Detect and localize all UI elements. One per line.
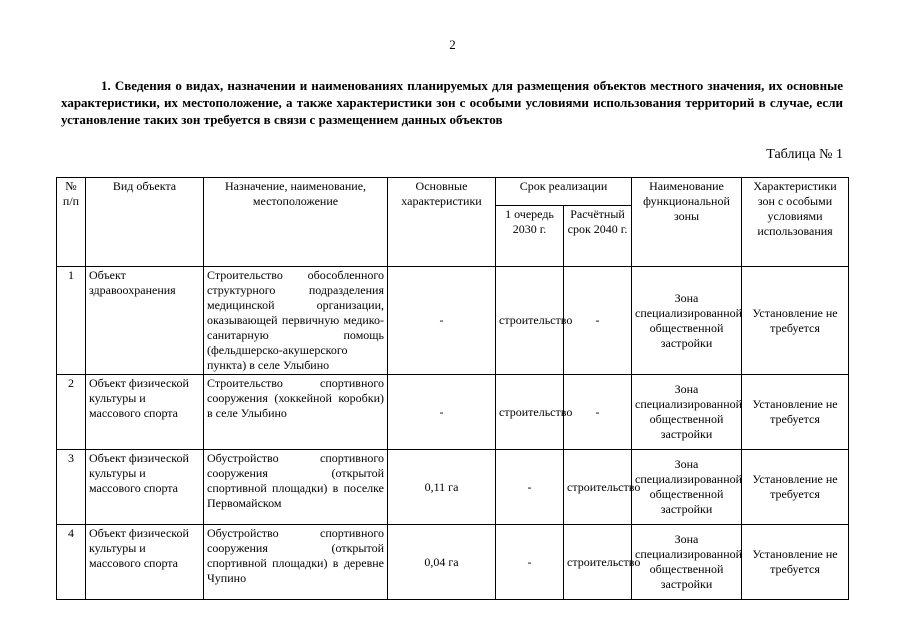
page-number: 2 (449, 37, 456, 52)
table-caption: Таблица № 1 (766, 147, 843, 162)
row-purpose: Строительство обособленного структурного подразделения медицинской организации, оказывающей первичную медико-санитарную помощь (фельдшерско-акушерского пункта) в селе Улыбино (204, 267, 388, 375)
row-purpose: Обустройство спортивного сооружения (открытой спортивной площадки) в поселке Первомайском (204, 450, 388, 525)
header-zone: Наименование функциональной зоны (632, 178, 742, 267)
row-characteristics: - (388, 375, 496, 450)
table-row (57, 267, 849, 375)
row-characteristics: 0,04 га (388, 525, 496, 600)
row-term-first: - (496, 450, 564, 525)
row-num: 3 (57, 450, 86, 525)
objects-table (56, 177, 849, 600)
table-row (57, 525, 849, 600)
row-term-calc: строительство (564, 450, 632, 525)
section-heading: 1. Сведения о видах, назначении и наименованиях планируемых для размещения объектов местного значения, их основные характеристики, их местоположение, а также характеристики зон с особыми условиями использования территорий в случае, если установление таких зон требуется в связи с размещением данных объектов (61, 78, 843, 127)
row-kind: Объект физической культуры и массового спорта (86, 450, 204, 525)
row-purpose: Обустройство спортивного сооружения (открытой спортивной площадки) в деревне Чупино (204, 525, 388, 600)
row-num: 2 (57, 375, 86, 450)
row-num: 1 (57, 267, 86, 375)
row-term-calc: - (564, 267, 632, 375)
header-term-calc: Расчётный срок 2040 г. (564, 206, 632, 267)
table-row (57, 450, 849, 525)
row-zone-special: Установление не требуется (742, 525, 849, 600)
row-characteristics: 0,11 га (388, 450, 496, 525)
table-row (57, 375, 849, 450)
row-kind: Объект физической культуры и массового спорта (86, 375, 204, 450)
row-term-calc: - (564, 375, 632, 450)
row-zone: Зона специализированной общественной застройки (632, 450, 742, 525)
header-term-first: 1 очередь 2030 г. (496, 206, 564, 267)
header-purpose: Назначение, наименование, местоположение (204, 178, 388, 267)
header-zone-special: Характеристики зон с особыми условиями использования (742, 178, 849, 267)
row-characteristics: - (388, 267, 496, 375)
row-zone: Зона специализированной общественной застройки (632, 375, 742, 450)
row-purpose: Строительство спортивного сооружения (хоккейной коробки) в селе Улыбино (204, 375, 388, 450)
row-zone-special: Установление не требуется (742, 267, 849, 375)
row-kind: Объект физической культуры и массового спорта (86, 525, 204, 600)
row-term-first: строительство (496, 267, 564, 375)
row-term-calc: строительство (564, 525, 632, 600)
row-zone-special: Установление не требуется (742, 375, 849, 450)
table-header (57, 178, 849, 267)
header-kind: Вид объекта (86, 178, 204, 267)
header-characteristics: Основные характеристики (388, 178, 496, 267)
header-term: Срок реализации (496, 178, 632, 206)
row-term-first: - (496, 525, 564, 600)
row-zone: Зона специализированной общественной застройки (632, 267, 742, 375)
row-zone: Зона специализированной общественной застройки (632, 525, 742, 600)
row-num: 4 (57, 525, 86, 600)
header-num: № п/п (57, 178, 86, 267)
row-term-first: строительство (496, 375, 564, 450)
row-kind: Объект здравоохранения (86, 267, 204, 375)
row-zone-special: Установление не требуется (742, 450, 849, 525)
